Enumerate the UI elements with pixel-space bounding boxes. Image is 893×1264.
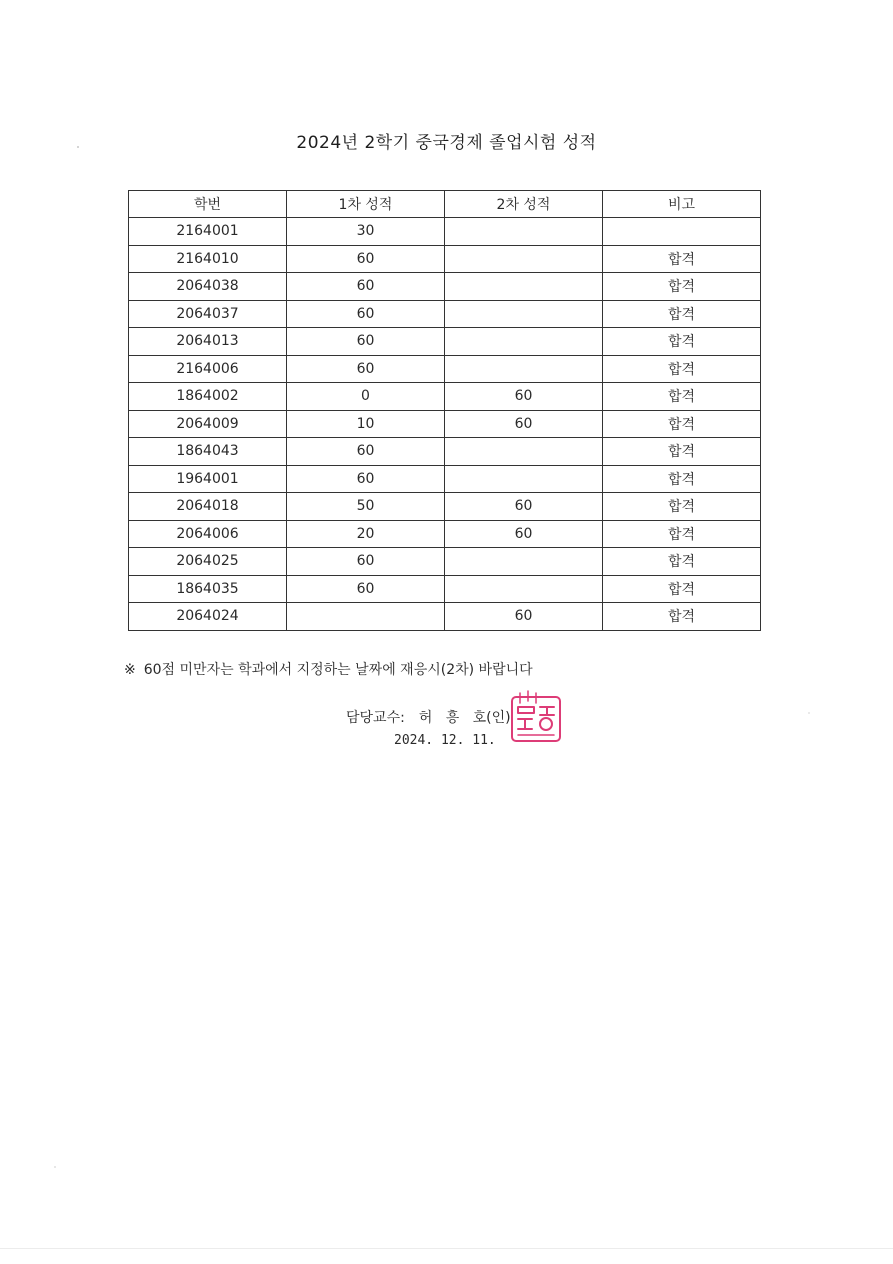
table-row: [129, 300, 761, 328]
table-row: [129, 245, 761, 273]
grades-table-body: [129, 218, 761, 631]
student-id-cell: 2164006: [129, 355, 287, 383]
second-score-cell: [445, 328, 603, 356]
remarks-cell: 합격: [603, 438, 761, 466]
column-header-remarks: 비고: [603, 191, 761, 218]
seal-glyph-4: [540, 718, 552, 730]
student-id-cell: 2164010: [129, 245, 287, 273]
column-header-first-score: 1차 성적: [287, 191, 445, 218]
remarks-cell: 합격: [603, 410, 761, 438]
first-score-cell: 0: [287, 383, 445, 411]
remarks-cell: 합격: [603, 245, 761, 273]
second-score-cell: [445, 438, 603, 466]
official-seal-stamp: [506, 689, 566, 745]
second-score-cell: 60: [445, 603, 603, 631]
student-id-cell: 1964001: [129, 465, 287, 493]
second-score-cell: [445, 355, 603, 383]
first-score-cell: 60: [287, 328, 445, 356]
table-header-row: [129, 191, 761, 218]
first-score-cell: 30: [287, 218, 445, 246]
second-score-cell: [445, 218, 603, 246]
student-id-cell: 2064038: [129, 273, 287, 301]
scan-speck: [77, 146, 79, 148]
student-id-cell: 2064025: [129, 548, 287, 576]
table-row: [129, 603, 761, 631]
retake-notice: [124, 659, 533, 679]
second-score-cell: [445, 300, 603, 328]
first-score-cell: 60: [287, 273, 445, 301]
student-id-cell: 1864043: [129, 438, 287, 466]
table-row: [129, 520, 761, 548]
remarks-cell: 합격: [603, 383, 761, 411]
professor-name: 허 흥 호(인): [418, 710, 511, 726]
seal-glyph-2: [540, 707, 554, 715]
column-header-second-score: 2차 성적: [445, 191, 603, 218]
reference-mark: ※: [124, 662, 136, 678]
table-row: [129, 328, 761, 356]
student-id-cell: 2064024: [129, 603, 287, 631]
first-score-cell: 60: [287, 575, 445, 603]
remarks-cell: 합격: [603, 355, 761, 383]
student-id-cell: 2064018: [129, 493, 287, 521]
first-score-cell: 60: [287, 548, 445, 576]
table-row: [129, 218, 761, 246]
table-row: [129, 438, 761, 466]
remarks-cell: 합격: [603, 328, 761, 356]
scan-speck: [54, 1166, 56, 1168]
second-score-cell: 60: [445, 383, 603, 411]
remarks-cell: 합격: [603, 548, 761, 576]
column-header-student-id: 학번: [129, 191, 287, 218]
first-score-cell: 10: [287, 410, 445, 438]
table-row: [129, 410, 761, 438]
student-id-cell: 2164001: [129, 218, 287, 246]
student-id-cell: 2064006: [129, 520, 287, 548]
student-id-cell: 1864035: [129, 575, 287, 603]
seal-glyph-3: [518, 719, 532, 729]
second-score-cell: [445, 575, 603, 603]
remarks-cell: 합격: [603, 603, 761, 631]
second-score-cell: 60: [445, 410, 603, 438]
table-row: [129, 383, 761, 411]
professor-signature-line: [346, 707, 511, 727]
document-date: 2024. 12. 11.: [394, 733, 496, 748]
document-title: 2024년 2학기 중국경제 졸업시험 성적: [296, 133, 597, 153]
seal-glyph-1: [518, 707, 534, 713]
first-score-cell: 50: [287, 493, 445, 521]
second-score-cell: 60: [445, 520, 603, 548]
student-id-cell: 1864002: [129, 383, 287, 411]
second-score-cell: [445, 245, 603, 273]
remarks-cell: 합격: [603, 493, 761, 521]
table-row: [129, 273, 761, 301]
second-score-cell: 60: [445, 493, 603, 521]
student-id-cell: 2064013: [129, 328, 287, 356]
scan-speck: [808, 712, 810, 714]
second-score-cell: [445, 465, 603, 493]
table-row: [129, 465, 761, 493]
first-score-cell: 60: [287, 245, 445, 273]
first-score-cell: 60: [287, 438, 445, 466]
first-score-cell: 60: [287, 355, 445, 383]
remarks-cell: 합격: [603, 300, 761, 328]
scan-edge-line: [0, 1248, 893, 1249]
first-score-cell: 60: [287, 465, 445, 493]
student-id-cell: 2064009: [129, 410, 287, 438]
remarks-cell: 합격: [603, 273, 761, 301]
second-score-cell: [445, 273, 603, 301]
remarks-cell: 합격: [603, 465, 761, 493]
grades-table: [128, 190, 761, 631]
student-id-cell: 2064037: [129, 300, 287, 328]
table-row: [129, 493, 761, 521]
retake-notice-text: 60점 미만자는 학과에서 지정하는 날짜에 재응시(2차) 바랍니다: [143, 662, 533, 678]
second-score-cell: [445, 548, 603, 576]
table-row: [129, 355, 761, 383]
table-row: [129, 548, 761, 576]
table-row: [129, 575, 761, 603]
remarks-cell: 합격: [603, 575, 761, 603]
first-score-cell: 20: [287, 520, 445, 548]
first-score-cell: [287, 603, 445, 631]
remarks-cell: [603, 218, 761, 246]
remarks-cell: 합격: [603, 520, 761, 548]
professor-label: 담당교수:: [346, 710, 405, 726]
first-score-cell: 60: [287, 300, 445, 328]
